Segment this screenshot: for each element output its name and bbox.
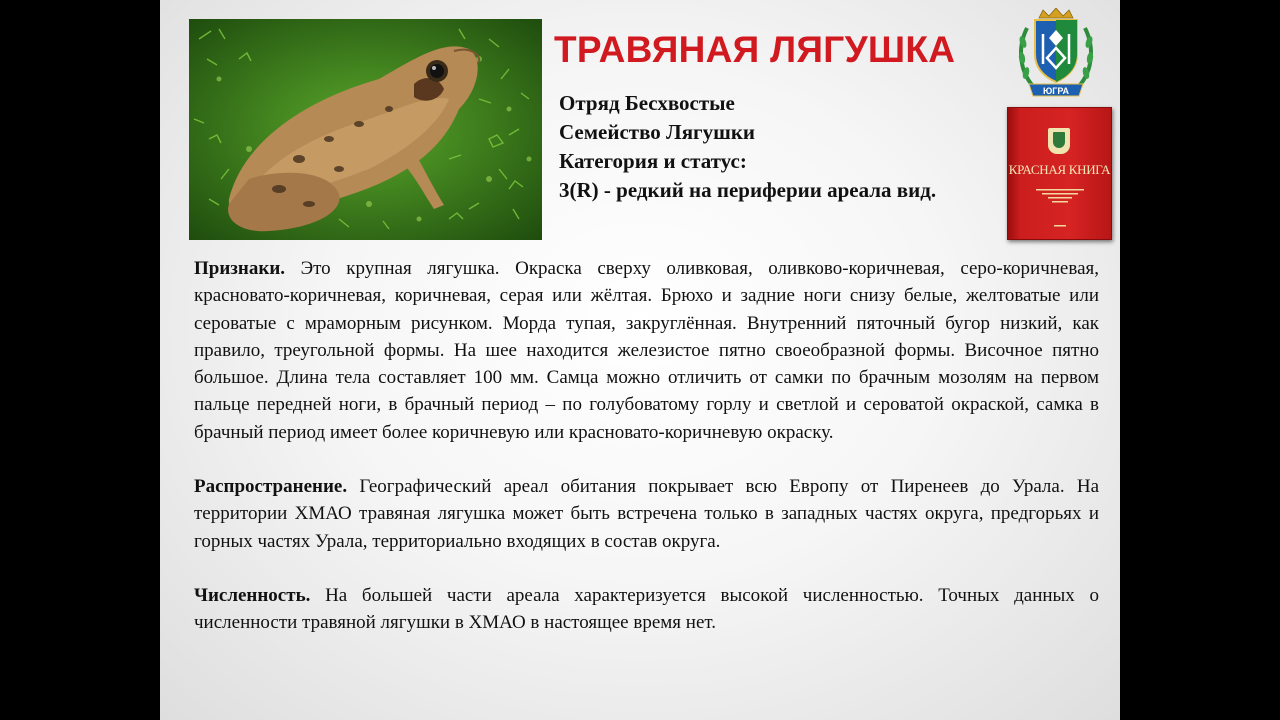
book-year-mark (1008, 224, 1111, 230)
signs-paragraph (194, 255, 1099, 446)
signs-heading: Признаки. (194, 258, 286, 279)
category-label: Категория и статус: (559, 149, 747, 173)
emblem-label: ЮГРА (1042, 86, 1070, 96)
slide (160, 0, 1120, 720)
red-book-icon (1007, 107, 1112, 240)
book-emblem-icon (1048, 128, 1070, 154)
signs-text: Это крупная лягушка. Окраска сверху оливковая, оливково-коричневая, серо-коричневая, красновато-коричневая, коричневая, серая или жёлтая. Брюхо и задние ноги снизу белые, желтоватые или сероватые с мраморным рисунком. Морда тупая, закруглённая. Внутренний пяточный бугор низкий, как правило, треугольной формы. На шее находится железистое пятно своеобразной формы. Височное пятно большое. Длина тела составляет 100 мм. Самца можно отличить от самки по брачным мозолям на первом пальце передней ноги, в брачный период – по голубоватому горлу и светлой и сероватой окраской, самка в брачный период имеет более коричневую или красновато-коричневую окраску. (194, 258, 1099, 443)
frog-illustration (189, 19, 542, 240)
description (194, 255, 1099, 664)
book-title: КРАСНАЯ КНИГА (1008, 162, 1111, 177)
coat-of-arms-icon (1013, 8, 1099, 100)
population-paragraph (194, 582, 1099, 637)
frog-photo (189, 19, 542, 240)
population-text: На большей части ареала характеризуется высокой численностью. Точных данных о численности травяной лягушки в ХМАО в настоящее время нет. (194, 584, 1099, 634)
distribution-text: Географический ареал обитания покрывает всю Европу от Пиренеев до Урала. На территории ХМАО травяная лягушка может быть встречена только в западных частях округа, предгорьях и горных частях Урала, территориально входящих в состав округа. (194, 476, 1099, 552)
population-heading: Численность. (194, 584, 311, 606)
book-subtitle-lines (1008, 188, 1111, 208)
status-line: 3(R) - редкий на периферии ареала вид. (559, 178, 937, 202)
order-line: Отряд Бесхвостые (559, 91, 735, 115)
family-line: Семейство Лягушки (559, 120, 756, 144)
page-title: ТРАВЯНАЯ ЛЯГУШКА (554, 29, 956, 70)
distribution-heading: Распространение. (194, 476, 348, 498)
distribution-paragraph (194, 473, 1099, 555)
classification-block (559, 89, 999, 205)
